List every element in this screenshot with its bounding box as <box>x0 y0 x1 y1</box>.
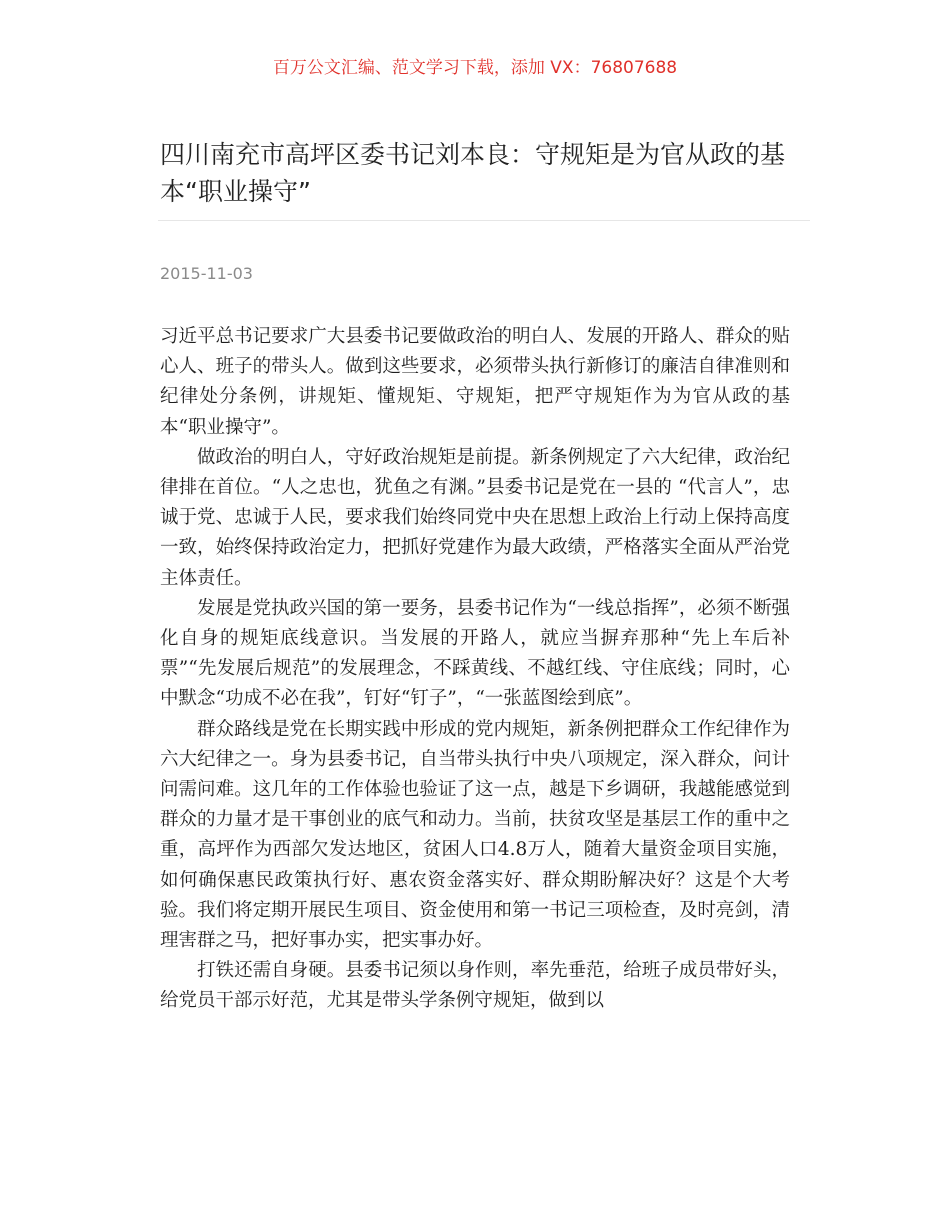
title-divider <box>158 220 810 221</box>
paragraph-3: 发展是党执政兴国的第一要务，县委书记作为“一线总指挥”，必须不断强化自身的规矩底线意识。当发展的开路人，就应当摒弃那种“先上车后补票”“先发展后规范”的发展理念，不踩黄线、不越红线、守住底线；同时，心中默念“功成不必在我”，钉好“钉子”，“一张蓝图绘到底”。 <box>160 597 790 710</box>
promo-banner: 百万公文汇编、范文学习下载，添加 VX：76807688 <box>272 58 678 78</box>
article-body <box>160 322 790 1017</box>
paragraph-1: 习近平总书记要求广大县委书记要做政治的明白人、发展的开路人、群众的贴心人、班子的带头人。做到这些要求，必须带头执行新修订的廉洁自律准则和纪律处分条例，讲规矩、懂规矩、守规矩，把严守规矩作为为官从政的基本“职业操守”。 <box>160 326 790 438</box>
article-title: 四川南充市高坪区委书记刘本良：守规矩是为官从政的基本“职业操守” <box>160 140 786 206</box>
paragraph-5: 打铁还需自身硬。县委书记须以身作则，率先垂范，给班子成员带好头，给党员干部示好范，尤其是带头学条例守规矩，做到以 <box>160 960 790 1012</box>
paragraph-4: 群众路线是党在长期实践中形成的党内规矩，新条例把群众工作纪律作为六大纪律之一。身为县委书记，自当带头执行中央八项规定，深入群众，问计问需问难。这几年的工作体验也验证了这一点，越是下乡调研，我越能感觉到群众的力量才是干事创业的底气和动力。当前，扶贫攻坚是基层工作的重中之重，高坪作为西部欠发达地区，贫困人口4.8万人，随着大量资金项目实施，如何确保惠民政策执行好、惠农资金落实好、群众期盼解决好？这是个大考验。我们将定期开展民生项目、资金使用和第一书记三项检查，及时亮剑，清理害群之马，把好事办实，把实事办好。 <box>160 718 790 952</box>
paragraph-2: 做政治的明白人，守好政治规矩是前提。新条例规定了六大纪律，政治纪律排在首位。“人之忠也，犹鱼之有渊。”县委书记是党在一县的 “代言人”，忠诚于党、忠诚于人民，要求我们始终同党中央在思想上政治上行动上保持高度一致，始终保持政治定力，把抓好党建作为最大政绩，严格落实全面从严治党主体责任。 <box>160 446 790 589</box>
publish-date: 2015-11-03 <box>160 264 253 283</box>
